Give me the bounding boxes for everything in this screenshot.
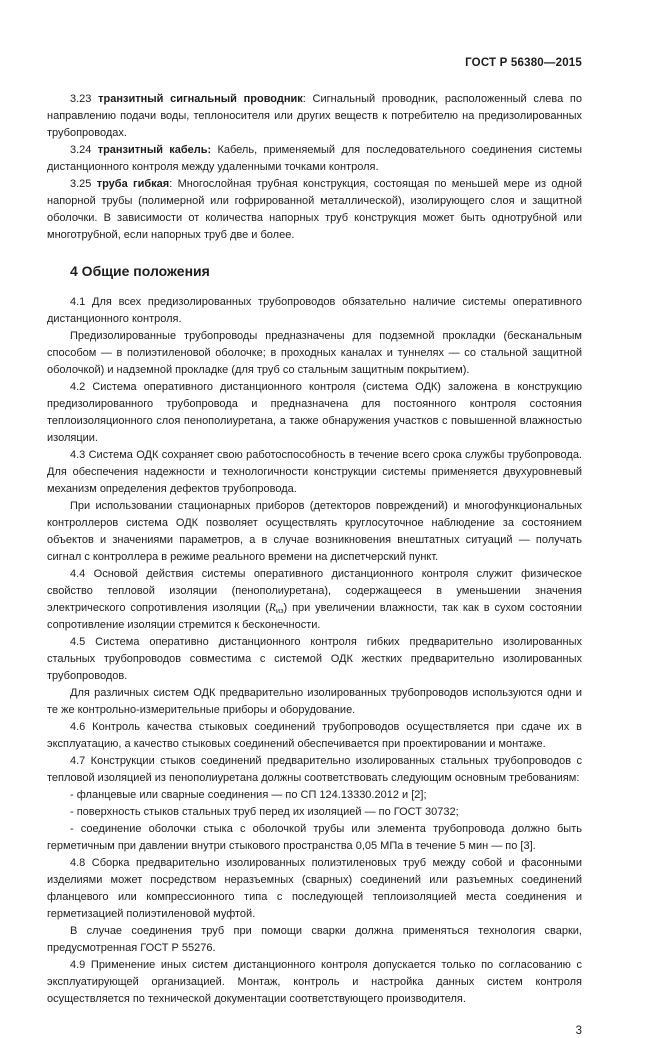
paragraph: [47, 787, 582, 804]
paragraph: [47, 957, 582, 1008]
paragraph: [47, 753, 582, 787]
paragraph: [47, 447, 582, 498]
text-run: 4.3 Система ОДК сохраняет свою работоспособность в течение всего срока службы трубопровода. Для обеспечения надежности и технологичности конструкции системы применяется двухуровневый механизм определения дефектов трубопровода.: [47, 449, 582, 495]
section-heading: [47, 262, 582, 280]
text-run: 4 Общие положения: [70, 263, 210, 279]
paragraph: [47, 379, 582, 447]
text-run: 4.8 Сборка предварительно изолированных полиэтиленовых труб между собой и фасонными изделиями может посредством неразъемных (сварных) соединений или разъемных соединений фланцевого или компрессионного типа с последующей теплоизоляцией места соединения и герметизацией полиэтиленовой муфтой.: [47, 857, 582, 920]
text-run: 3.23: [70, 93, 99, 105]
paragraph: [47, 685, 582, 719]
paragraph: [47, 855, 582, 923]
paragraph: [47, 923, 582, 957]
paragraph: [47, 634, 582, 685]
text-run: - соединение оболочки стыка с оболочкой трубы или элемента трубопровода должно быть герметичным при давлении внутри стыкового пространства 0,05 МПа в течение 5 мин — по [3].: [47, 823, 582, 852]
paragraph: [47, 294, 582, 328]
text-run: - поверхность стыков стальных труб перед их изоляцией — по ГОСТ 30732;: [70, 806, 459, 818]
paragraph: [47, 176, 582, 244]
text-run: Кабель, применяемый для последовательного соединения системы дистанционного контроля между удаленными точками контроля.: [47, 144, 583, 173]
paragraph: [47, 91, 582, 142]
text-run: 4.4 Основой действия системы оперативного дистанционного контроля служит физическое свойство тепловой изоляции (пенополиуретана), содержащееся в уменьшении значения электрического сопротивления изоляции (: [47, 568, 582, 614]
paragraph: [47, 566, 582, 634]
text-run: 4.2 Система оперативного дистанционного контроля (система ОДК) заложена в конструкцию предизолированного трубопровода и предназначена для постоянного контроля состояния теплоизоляционного слоя пенополиуретана, а также обнаружения участков с повышенной влажностью изоляции.: [47, 381, 582, 444]
document-body: [47, 91, 582, 1008]
document-code-header: ГОСТ Р 56380—2015: [465, 57, 582, 69]
text-run: При использовании стационарных приборов (детекторов повреждений) и многофункциональных контроллеров система ОДК позволяет осуществлять круглосуточное наблюдение за состоянием объектов и значениями параметров, а в случае возникновения внештатных ситуаций — получать сигнал с контроллера в режиме реального времени на диспетчерский пункт.: [47, 500, 582, 563]
paragraph: [47, 719, 582, 753]
text-run: ) при увеличении влажности, так как в сухом состоянии сопротивление изоляции стремится к бесконечности.: [47, 602, 582, 631]
text-run: 3.25: [70, 178, 97, 190]
term-bold: транзитный сигнальный проводник: [98, 93, 303, 105]
text-run: 4.5 Система оперативно дистанционного контроля гибких предварительно изолированных стальных трубопроводов совместима с системой ОДК жестких предварительно изолированных трубопроводов.: [47, 636, 582, 682]
term-bold: транзитный кабель:: [97, 144, 212, 156]
text-run: : Сигнальный проводник, расположенный слева по направлению подачи воды, теплоносителя или других веществ к потребителю на предизолированных трубопроводах.: [47, 93, 582, 139]
text-run: 3.24: [70, 144, 98, 156]
text-run: 4.1 Для всех предизолированных трубопроводов обязательно наличие системы оперативного дистанционного контроля.: [47, 296, 582, 325]
symbol-subscript: из: [275, 606, 284, 615]
text-run: Предизолированные трубопроводы предназначены для подземной прокладки (бесканальным способом — в полиэтиленовой оболочке; в проходных каналах и туннелях — со стальной защитной оболочкой) и надземной прокладке (для труб со стальным защитным покрытием).: [47, 330, 582, 376]
paragraph: [47, 142, 582, 176]
text-run: В случае соединения труб при помощи сварки должна применяться технология сварки, предусмотренная ГОСТ Р 55276.: [47, 925, 582, 954]
text-run: 4.7 Конструкции стыков соединений предварительно изолированных стальных трубопроводов с тепловой изоляцией из пенополиуретана должны соответствовать следующим основным требованиям:: [47, 755, 582, 784]
text-run: - фланцевые или сварные соединения — по СП 124.13330.2012 и [2];: [70, 789, 427, 801]
paragraph: [47, 821, 582, 855]
page-number: 3: [575, 1025, 582, 1037]
text-run: 4.6 Контроль качества стыковых соединений трубопроводов осуществляется при сдаче их в эксплуатацию, а качество стыковых соединений обеспечивается при проектировании и монтаже.: [47, 721, 582, 750]
term-bold: труба гибкая: [96, 178, 170, 190]
paragraph: [47, 498, 582, 566]
text-run: : Многослойная трубная конструкция, состоящая по меньшей мере из одной напорной трубы (полимерной или гофрированной металлической), изолирующего слоя и защитной оболочки. В зависимости от количества напорных труб конструкция может быть однотрубной или многотрубной, если напорных труб две и более.: [47, 178, 582, 241]
text-run: 4.9 Применение иных систем дистанционного контроля допускается только по согласованию с эксплуатирующей организацией. Монтаж, контроль и настройка данных систем контроля осуществляется по технической документации соответствующего производителя.: [47, 959, 582, 1005]
paragraph: [47, 328, 582, 379]
text-run: Для различных систем ОДК предварительно изолированных трубопроводов используются одни и те же контрольно-измерительные приборы и оборудование.: [47, 687, 582, 716]
symbol-italic: R: [268, 602, 276, 614]
paragraph: [47, 804, 582, 821]
